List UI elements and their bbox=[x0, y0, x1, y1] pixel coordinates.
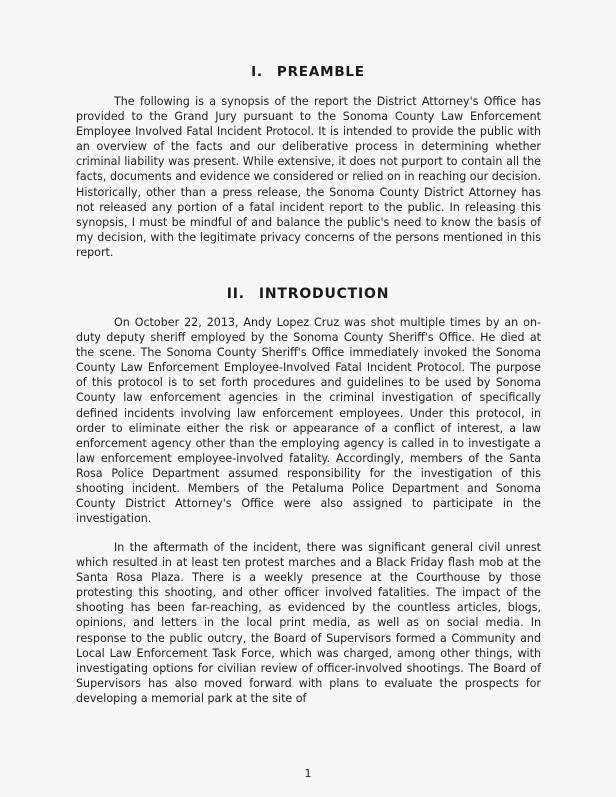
section-title: INTRODUCTION bbox=[258, 286, 390, 302]
section-heading-introduction bbox=[76, 286, 540, 302]
section-number: I. bbox=[251, 64, 263, 80]
preamble-paragraph: The following is a synopsis of the report the District Attorney's Office has provided to the Grand Jury pursuant to the Sonoma County Law Enforcement Employee Involved Fatal Incident Protocol. It is intended to provide the public with an overview of the facts and our deliberative process in determining whether criminal liability was present. While extensive, it does not purport to contain all the facts, documents and evidence we considered or relied on in reaching our decision. Historically, other than a press release, the Sonoma County District Attorney has not released any portion of a fatal incident report to the public. In releasing this synopsis, I must be mindful of and balance the public's need to know the basis of my decision, with the legitimate privacy concerns of the persons mentioned in this report. bbox=[76, 95, 541, 259]
page-number: 1 bbox=[304, 767, 312, 780]
section-heading-preamble bbox=[76, 64, 540, 80]
section-number: II. bbox=[226, 286, 245, 302]
section-title: PREAMBLE bbox=[276, 64, 365, 80]
introduction-paragraph-1: On October 22, 2013, Andy Lopez Cruz was shot multiple times by an on-duty deputy sheriff employed by the Sonoma County Sheriff's Office. He died at the scene. The Sonoma County Sheriff's Office immediately invoked the Sonoma County Law Enforcement Employee-Involved Fatal Incident Protocol. The purpose of this protocol is to set forth procedures and guidelines to be used by Sonoma County law enforcement agencies in the criminal investigation of specifically defined incidents involving law enforcement employees. Under this protocol, in order to eliminate either the risk or appearance of a conflict of interest, a law enforcement agency other than the employing agency is called in to investigate a law enforcement employee-involved fatality. Accordingly, members of the Santa Rosa Police Department assumed responsibility for the investigation of this shooting incident. Members of the Petaluma Police Department and Sonoma County District Attorney's Office were also assigned to participate in the investigation. bbox=[76, 316, 541, 526]
introduction-paragraph-2: In the aftermath of the incident, there was significant general civil unrest which resulted in at least ten protest marches and a Black Friday flash mob at the Santa Rosa Plaza. There is a weekly presence at the Courthouse by those protesting this shooting, and other officer involved fatalities. The impact of the shooting has been far-reaching, as evidenced by the countless articles, blogs, opinions, and letters in the local print media, as well as on social media. In response to the public outcry, the Board of Supervisors formed a Community and Local Law Enforcement Task Force, which was charged, among other things, with investigating options for civilian review of officer-involved shootings. The Board of Supervisors has also moved forward with plans to evaluate the prospects for developing a memorial park at the site of bbox=[76, 541, 541, 705]
